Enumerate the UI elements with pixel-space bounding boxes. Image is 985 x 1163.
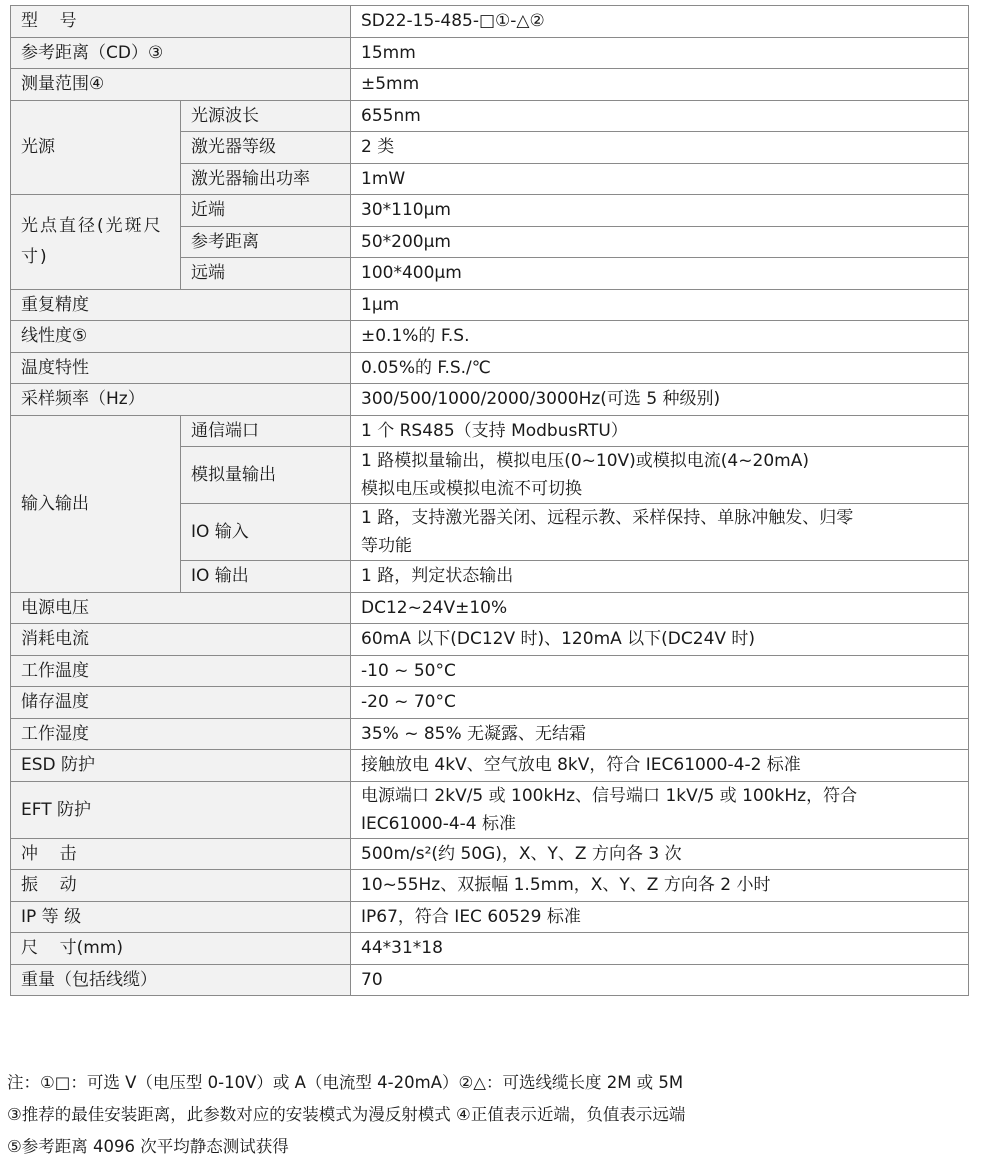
row-label: ESD 防护 [11,750,351,782]
row-value: 100*400μm [351,258,969,290]
table-row [11,718,969,750]
row-value: 50*200μm [351,226,969,258]
row-value: 2 类 [351,132,969,164]
row-value: 1 路，判定状态输出 [351,561,969,593]
table-row [11,687,969,719]
row-value [351,781,969,838]
table-row [11,750,969,782]
table-row [11,655,969,687]
value-line: 等功能 [361,536,412,556]
row-value: 60mA 以下(DC12V 时)、120mA 以下(DC24V 时) [351,624,969,656]
row-value: 1μm [351,289,969,321]
value-line: 电源端口 2kV/5 或 100kHz、信号端口 1kV/5 或 100kHz，符合 [361,785,858,806]
sub-label: 通信端口 [181,415,351,447]
table-row [11,870,969,902]
group-label: 光源 [11,100,181,195]
sub-label: 模拟量输出 [181,447,351,504]
row-value: 1mW [351,163,969,195]
row-value: 35% ~ 85% 无凝露、无结霜 [351,718,969,750]
row-value: 655nm [351,100,969,132]
row-value: IP67，符合 IEC 60529 标准 [351,901,969,933]
sub-label: IO 输入 [181,504,351,561]
row-value: ±0.1%的 F.S. [351,321,969,353]
table-row [11,415,969,447]
row-value: 500m/s²(约 50G)，X、Y、Z 方向各 3 次 [351,838,969,870]
row-value: -10 ~ 50°C [351,655,969,687]
row-label: 采样频率（Hz） [11,384,351,416]
table-row [11,624,969,656]
group-label: 输入输出 [11,415,181,592]
footnotes [7,1067,685,1163]
sub-label: IO 输出 [181,561,351,593]
table-row [11,933,969,965]
row-value: 1 个 RS485（支持 ModbusRTU） [351,415,969,447]
row-label: 线性度⑤ [11,321,351,353]
table-row [11,195,969,227]
row-label: 温度特性 [11,352,351,384]
table-row [11,6,969,38]
table-row [11,384,969,416]
value-line: IEC61000-4-4 标准 [361,813,517,834]
value-line: 1 路，支持激光器关闭、远程示教、采样保持、单脉冲触发、归零 [361,508,854,528]
table-row [11,37,969,69]
table-row [11,100,969,132]
row-label: 重量（包括线缆） [11,964,351,996]
row-value: 15mm [351,37,969,69]
footnote: ⑤参考距离 4096 次平均静态测试获得 [7,1137,289,1156]
value-line: 1 路模拟量输出，模拟电压(0~10V)或模拟电流(4~20mA) [361,451,809,471]
row-value: DC12~24V±10% [351,592,969,624]
row-value: 10~55Hz、双振幅 1.5mm，X、Y、Z 方向各 2 小时 [351,870,969,902]
row-label: IP 等 级 [11,901,351,933]
table-row [11,69,969,101]
row-label: 电源电压 [11,592,351,624]
row-label: 测量范围④ [11,69,351,101]
table-row [11,352,969,384]
sub-label: 激光器输出功率 [181,163,351,195]
sub-label: 激光器等级 [181,132,351,164]
row-value: 接触放电 4kV、空气放电 8kV，符合 IEC61000-4-2 标准 [351,750,969,782]
table-row [11,838,969,870]
row-label: 参考距离（CD）③ [11,37,351,69]
footnote: 注：①□：可选 V（电压型 0-10V）或 A（电流型 4-20mA）②△：可选线缆长度 2M 或 5M [7,1073,684,1092]
row-label: 消耗电流 [11,624,351,656]
row-label: 工作温度 [11,655,351,687]
table-row [11,592,969,624]
table-row [11,321,969,353]
spec-table [10,5,969,996]
sub-label: 远端 [181,258,351,290]
table-row [11,901,969,933]
row-label: 尺 寸(mm) [11,933,351,965]
table-row [11,964,969,996]
row-value: ±5mm [351,69,969,101]
row-label: 振 动 [11,870,351,902]
row-value [351,447,969,504]
row-label: EFT 防护 [11,781,351,838]
table-row [11,289,969,321]
row-label: 冲 击 [11,838,351,870]
sub-label: 参考距离 [181,226,351,258]
group-label: 光点直径(光斑尺寸) [11,195,181,290]
sub-label: 近端 [181,195,351,227]
table-row [11,781,969,838]
row-value: 70 [351,964,969,996]
row-value: 0.05%的 F.S./℃ [351,352,969,384]
row-value: SD22-15-485-□①-△② [351,6,969,38]
row-value: -20 ~ 70°C [351,687,969,719]
row-label: 重复精度 [11,289,351,321]
row-value: 30*110μm [351,195,969,227]
value-line: 模拟电压或模拟电流不可切换 [361,479,582,499]
row-label: 工作湿度 [11,718,351,750]
row-label: 型 号 [11,6,351,38]
row-value: 300/500/1000/2000/3000Hz(可选 5 种级别) [351,384,969,416]
row-label: 储存温度 [11,687,351,719]
sub-label: 光源波长 [181,100,351,132]
row-value: 44*31*18 [351,933,969,965]
row-value [351,504,969,561]
footnote: ③推荐的最佳安装距离，此参数对应的安装模式为漫反射模式 ④正值表示近端，负值表示远端 [7,1105,686,1124]
